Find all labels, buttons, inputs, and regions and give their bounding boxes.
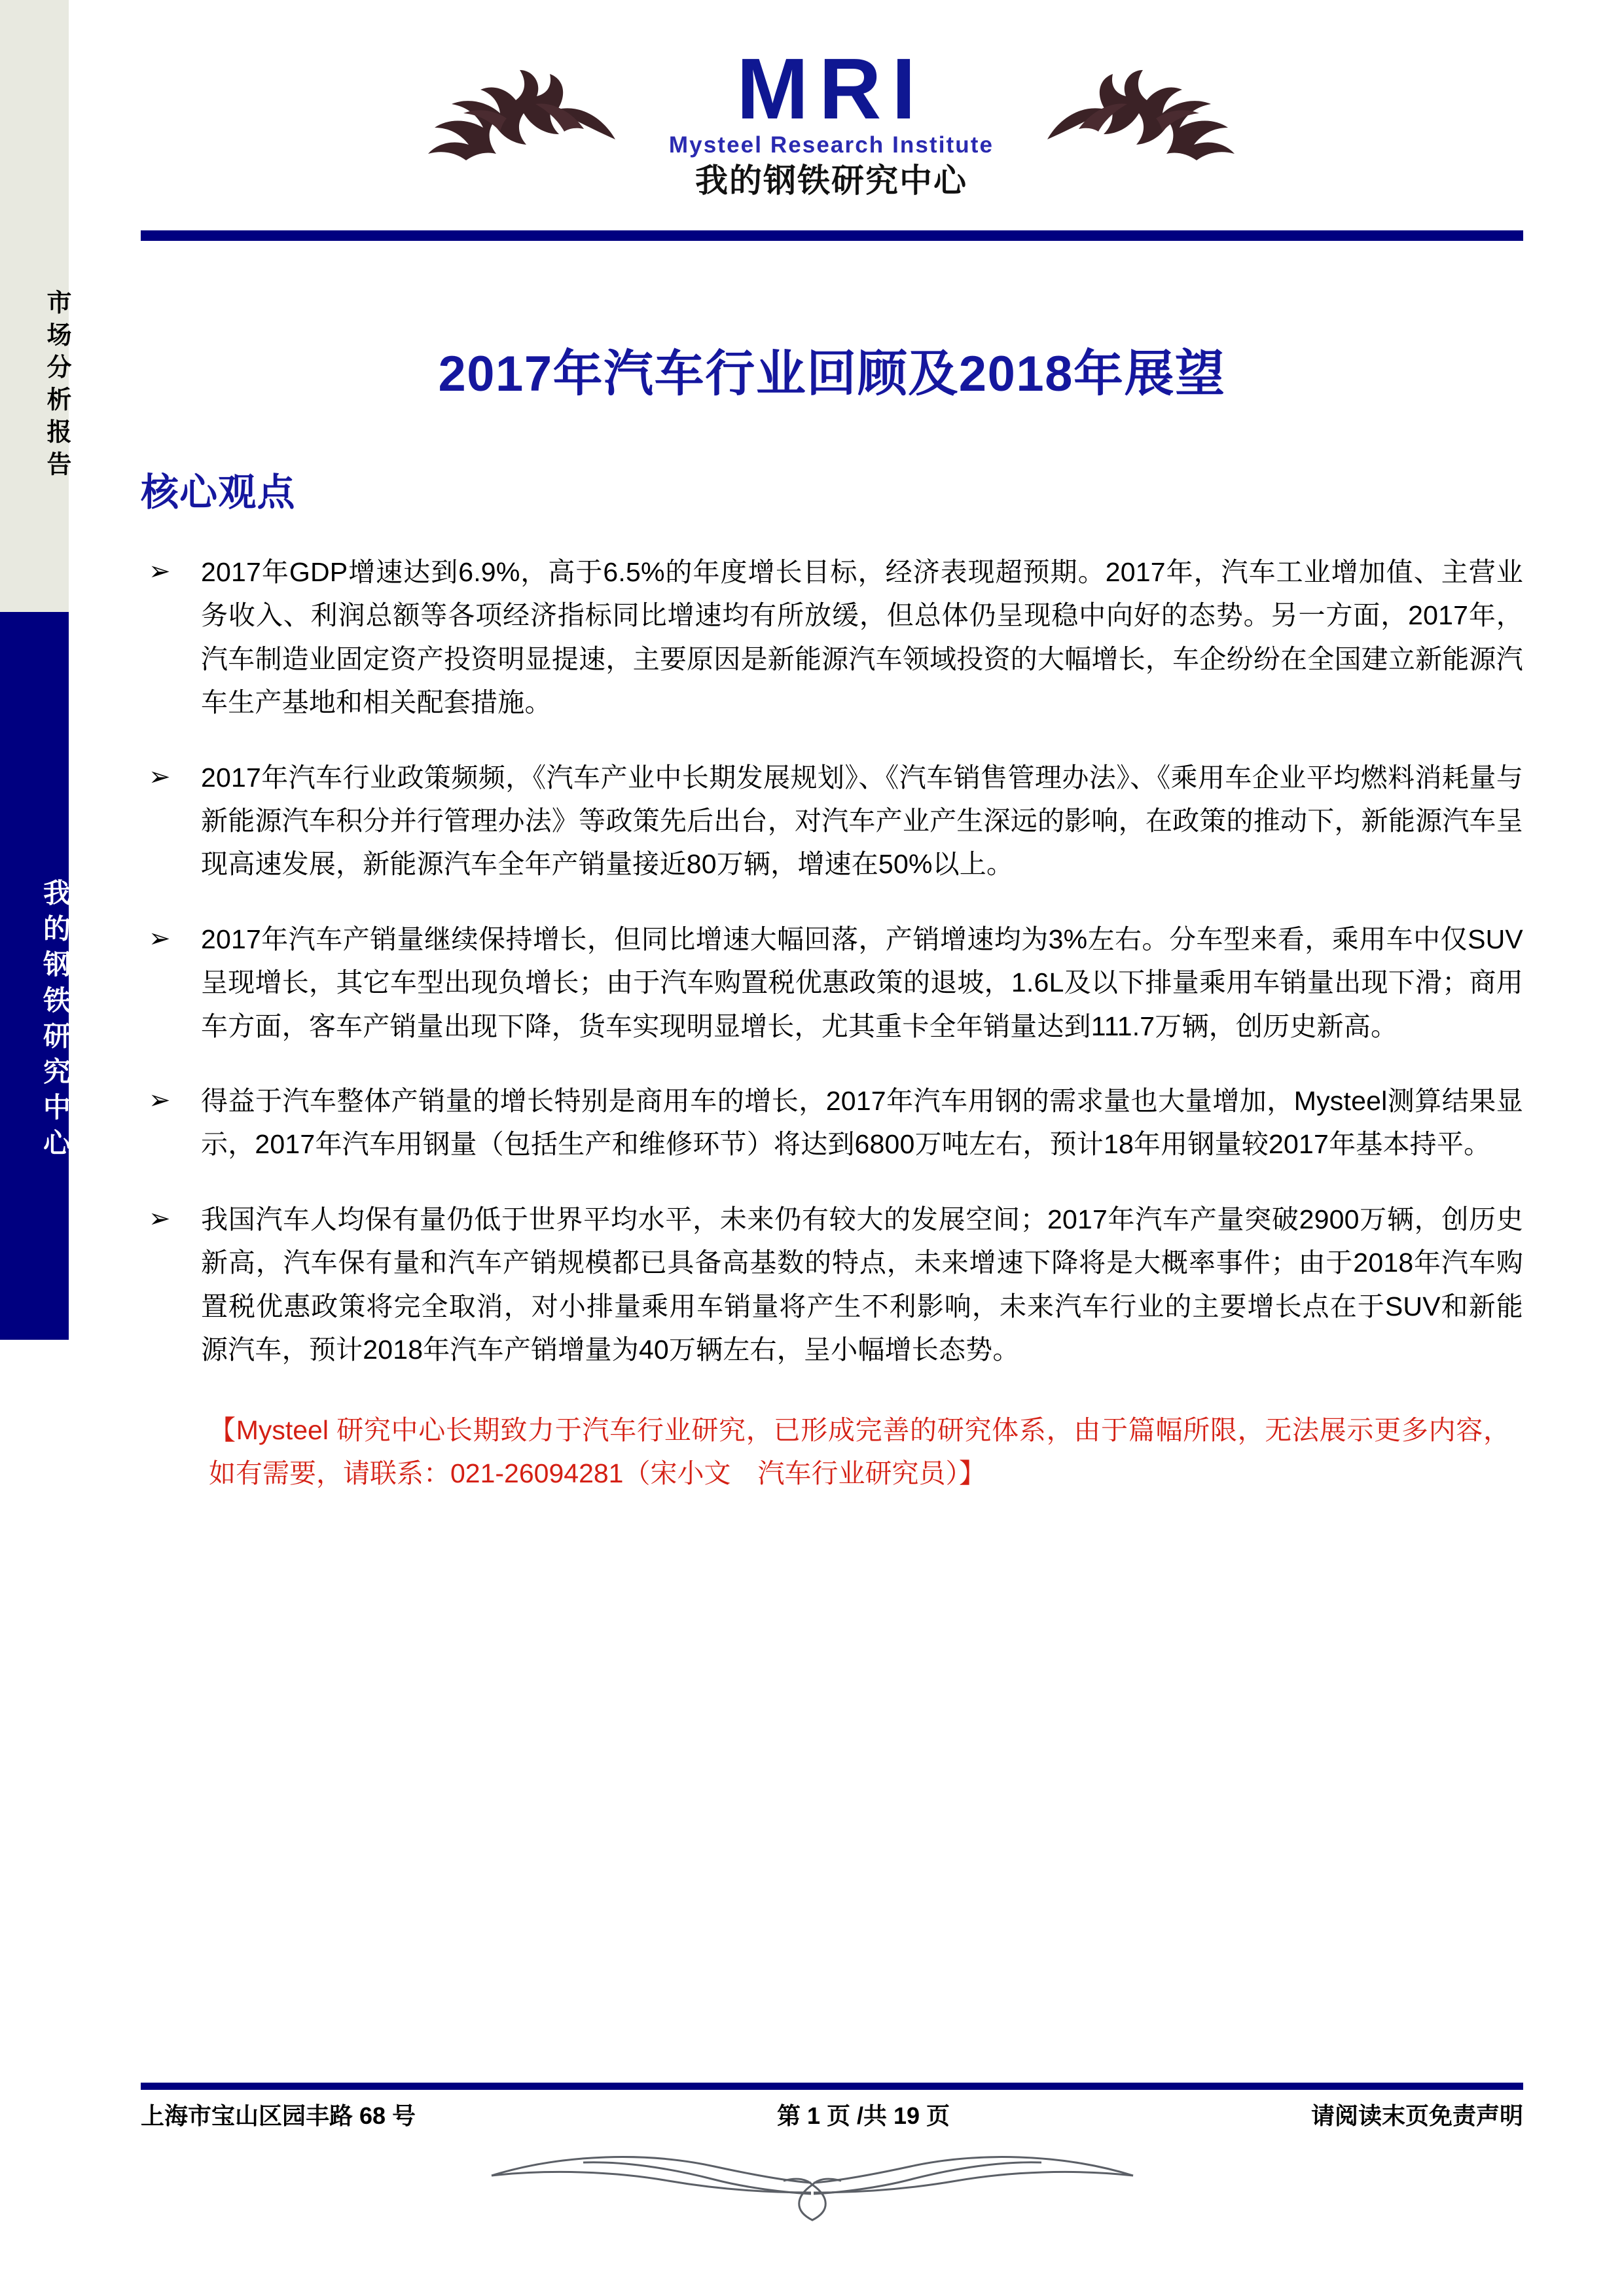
arrow-bullet-icon: ➢ [149,1204,171,1233]
logo-acronym: MRI [736,40,926,137]
list-item [141,918,1523,1048]
document-footer [141,2098,1523,2131]
header-divider-rule [141,230,1523,241]
sidebar-blue-label: 我的钢铁研究中心 [40,878,71,1164]
footer-disclaimer: 请阅读末页免责声明 [1310,2102,1523,2129]
sidebar-beige-label: 市场分析报告 [43,289,70,484]
arrow-bullet-icon: ➢ [149,1086,171,1115]
footer-address: 上海市宝山区园丰路 68 号 [141,2102,416,2129]
arrow-bullet-icon: ➢ [149,557,171,586]
arrow-bullet-icon: ➢ [149,924,171,953]
list-item-text: 2017年汽车行业政策频频，《汽车产业中长期发展规划》、《汽车销售管理办法》、《乘用车企业平均燃料消耗量与新能源汽车积分并行管理办法》等政策先后出台，对汽车产业产生深远的影响，在政策的推动下，新能源汽车呈现高速发展，新能源汽车全年产销量接近80万辆，增速在50%以上。 [201,762,1523,880]
main-content [141,275,1523,1495]
bottom-flourish-ornament-icon [0,2147,1624,2238]
list-item-text: 2017年汽车产销量继续保持增长，但同比增速大幅回落，产销增速均为3%左右。分车型来看，乘用车中仅SUV呈现增长，其它车型出现负增长；由于汽车购置税优惠政策的退坡，1.6L及以下排量乘用车销量出现下滑；商用车方面，客车产销量出现下降，货车实现明显增长，尤其重卡全年销量达到111.7万辆，创历史新高。 [201,924,1523,1041]
logo-subtitle: Mysteel Research Institute [668,132,994,158]
list-item-text: 我国汽车人均保有量仍低于世界平均水平，未来仍有较大的发展空间；2017年汽车产量突破2900万辆，创历史新高，汽车保有量和汽车产销规模都已具备高基数的特点，未来增速下降将是大概率事件；由于2018年汽车购置税优惠政策将完全取消，对小排量乘用车销量将产生不利影响，未来汽车行业的主要增长点在于SUV和新能源汽车，预计2018年汽车产销增量为40万辆左右，呈小幅增长态势。 [201,1204,1523,1365]
flourish-ornament-left-icon [360,46,648,196]
logo-chinese-name: 我的钢铁研究中心 [695,162,967,199]
page-title: 2017年汽车行业回顾及2018年展望 [438,346,1226,402]
list-item [141,550,1523,725]
arrow-bullet-icon: ➢ [149,762,171,791]
mri-logo [648,40,1015,199]
list-item [141,1079,1523,1166]
flourish-ornament-right-icon [1015,46,1303,196]
section-heading-core-viewpoints: 核心观点 [141,471,296,514]
footer-divider-rule [141,2083,1523,2090]
bullet-list [141,550,1523,1372]
page-number: 第 1 页 /共 19 页 [776,2102,950,2129]
list-item-text: 得益于汽车整体产销量的增长特别是商用车的增长，2017年汽车用钢的需求量也大量增加，Mysteel测算结果显示，2017年汽车用钢量（包括生产和维修环节）将达到6800万吨左右，预计18年用钢量较2017年基本持平。 [201,1086,1523,1160]
list-item [141,1198,1523,1372]
list-item [141,756,1523,886]
list-item-text: 2017年GDP增速达到6.9%，高于6.5%的年度增长目标，经济表现超预期。2017年，汽车工业增加值、主营业务收入、利润总额等各项经济指标同比增速均有所放缓，但总体仍呈现稳中向好的态势。另一方面，2017年，汽车制造业固定资产投资明显提速，主要原因是新能源汽车领域投资的大幅增长，车企纷纷在全国建立新能源汽车生产基地和相关配套措施。 [201,557,1523,718]
document-header [141,20,1522,223]
contact-note: 【Mysteel 研究中心长期致力于汽车行业研究，已形成完善的研究体系，由于篇幅所限，无法展示更多内容，如有需要，请联系：021-26094281（宋小文 汽车行业研究员）】 [209,1414,1510,1488]
